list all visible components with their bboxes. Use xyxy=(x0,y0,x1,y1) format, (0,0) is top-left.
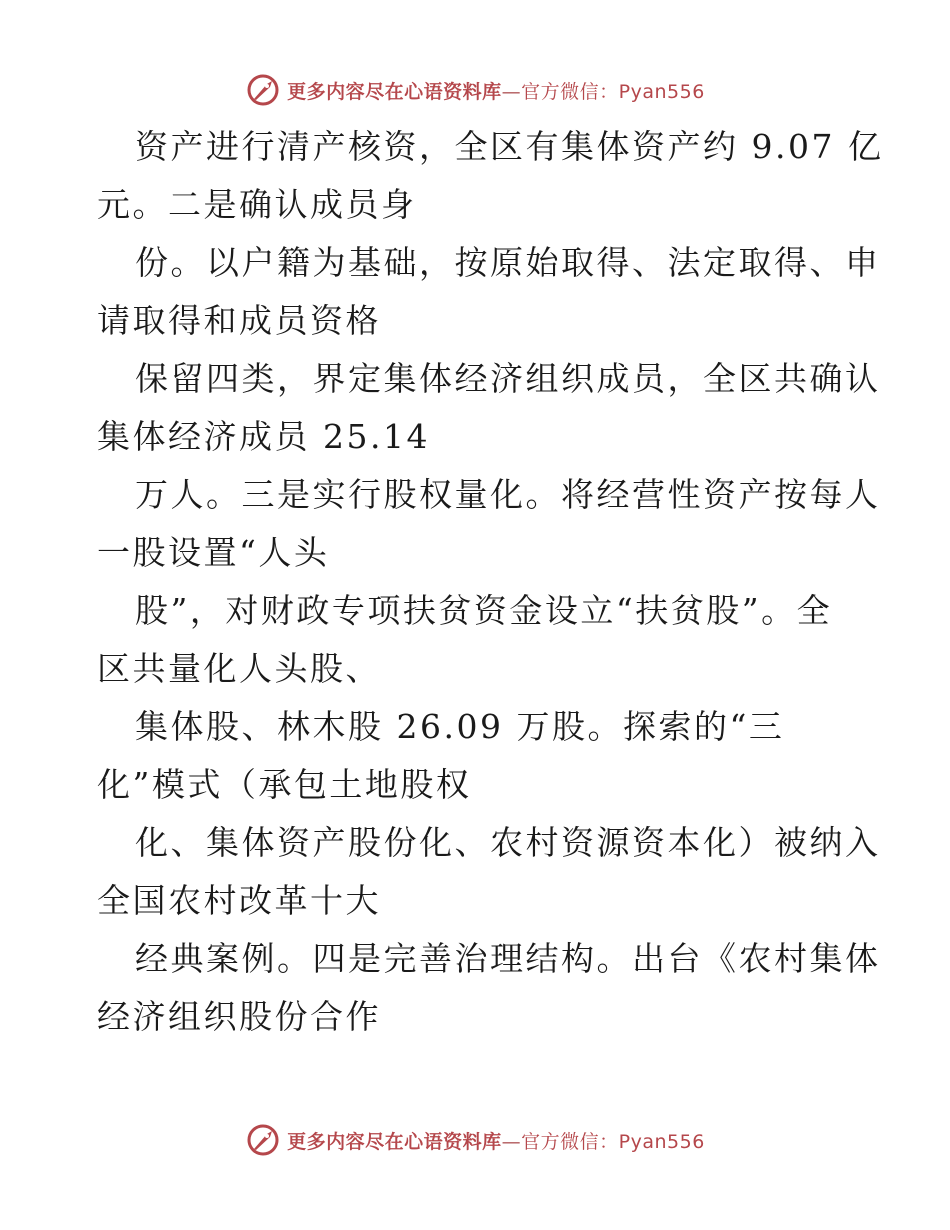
document-body xyxy=(97,118,884,1046)
text-line: 经济组织股份合作 xyxy=(97,997,381,1036)
text-line: 万人。三是实行股权量化。将经营性资产按每人 xyxy=(135,475,881,514)
footer-banner-text: 更多内容尽在心语资料库—官方微信：Pyan556 xyxy=(287,1130,705,1153)
text-line: 化、集体资产股份化、农村资源资本化）被纳入 xyxy=(135,823,881,862)
footer-banner xyxy=(0,1120,950,1160)
text-line: 保留四类，界定集体经济组织成员，全区共确认 xyxy=(135,359,881,398)
text-line: 请取得和成员资格 xyxy=(97,301,381,340)
text-line: 一股设置“人头 xyxy=(97,533,330,572)
header-banner-text: 更多内容尽在心语资料库—官方微信：Pyan556 xyxy=(287,80,705,103)
text-line: 区共量化人头股、 xyxy=(97,649,381,688)
text-line: 资产进行清产核资，全区有集体资产约 9.07 亿 xyxy=(135,127,884,166)
pen-nib-circle-icon xyxy=(245,1122,281,1158)
header-banner xyxy=(0,70,950,110)
text-line: 集体股、林木股 26.09 万股。探索的“三 xyxy=(135,707,785,746)
text-line: 化”模式（承包土地股权 xyxy=(97,765,472,804)
text-line: 元。二是确认成员身 xyxy=(97,185,417,224)
text-line: 全国农村改革十大 xyxy=(97,881,381,920)
text-line: 股”，对财政专项扶贫资金设立“扶贫股”。全 xyxy=(135,591,833,630)
text-line: 经典案例。四是完善治理结构。出台《农村集体 xyxy=(135,939,881,978)
pen-nib-circle-icon xyxy=(245,72,281,108)
text-line: 份。以户籍为基础，按原始取得、法定取得、申 xyxy=(135,243,881,282)
text-line: 集体经济成员 25.14 xyxy=(97,417,430,456)
